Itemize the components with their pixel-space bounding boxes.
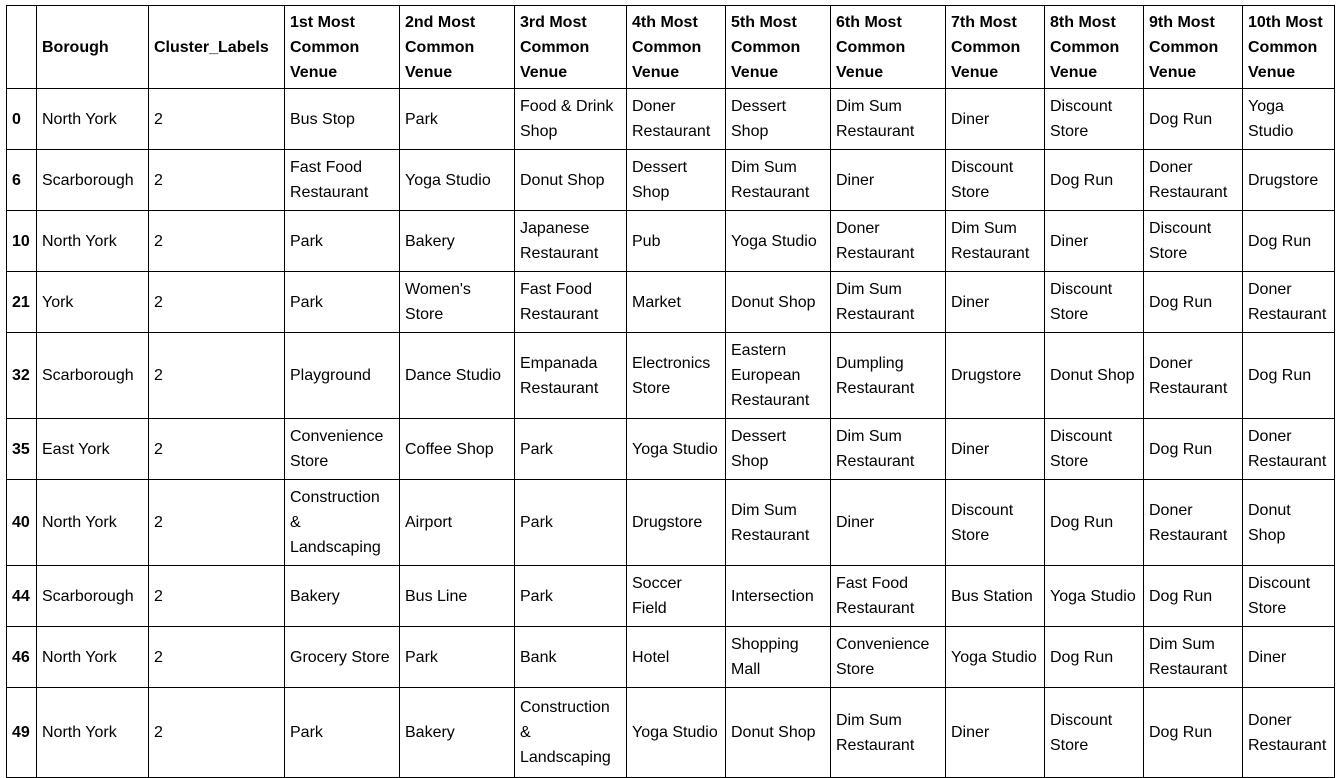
header-row: [7, 6, 1335, 89]
table-cell: Scarborough: [37, 333, 149, 419]
table-cell: Yoga Studio: [1045, 566, 1144, 627]
table-cell: Park: [285, 688, 400, 778]
table-cell: Scarborough: [37, 566, 149, 627]
table-cell: Eastern European Restaurant: [726, 333, 831, 419]
row-index: 21: [7, 272, 37, 333]
table-cell: Dog Run: [1243, 211, 1335, 272]
table-cell: Airport: [400, 480, 515, 566]
table-cell: North York: [37, 627, 149, 688]
table-cell: 2: [149, 211, 285, 272]
row-index: 32: [7, 333, 37, 419]
table-cell: Dim Sum Restaurant: [831, 272, 946, 333]
table-cell: Diner: [1045, 211, 1144, 272]
row-index: 6: [7, 150, 37, 211]
table-row: [7, 480, 1335, 566]
table-cell: 2: [149, 150, 285, 211]
table-cell: Diner: [831, 480, 946, 566]
table-row: [7, 627, 1335, 688]
row-index: 0: [7, 89, 37, 150]
row-index: 10: [7, 211, 37, 272]
table-cell: Fast Food Restaurant: [831, 566, 946, 627]
table-cell: Fast Food Restaurant: [515, 272, 627, 333]
table-cell: Discount Store: [1045, 688, 1144, 778]
table-cell: Diner: [946, 272, 1045, 333]
column-header-venue-4: 4th Most Common Venue: [627, 6, 726, 89]
table-cell: Yoga Studio: [726, 211, 831, 272]
table-cell: Dim Sum Restaurant: [1144, 627, 1243, 688]
table-cell: Hotel: [627, 627, 726, 688]
table-cell: North York: [37, 688, 149, 778]
table-cell: Dance Studio: [400, 333, 515, 419]
table-cell: Park: [400, 627, 515, 688]
column-header-venue-7: 7th Most Common Venue: [946, 6, 1045, 89]
table-cell: Dim Sum Restaurant: [831, 89, 946, 150]
column-header-venue-6: 6th Most Common Venue: [831, 6, 946, 89]
column-header-venue-8: 8th Most Common Venue: [1045, 6, 1144, 89]
table-cell: Discount Store: [946, 150, 1045, 211]
column-header-venue-3: 3rd Most Common Venue: [515, 6, 627, 89]
column-header-venue-2: 2nd Most Common Venue: [400, 6, 515, 89]
table-cell: Diner: [946, 89, 1045, 150]
table-cell: Dog Run: [1144, 89, 1243, 150]
table-cell: Japanese Restaurant: [515, 211, 627, 272]
table-cell: Dessert Shop: [726, 419, 831, 480]
table-cell: Park: [285, 211, 400, 272]
table-cell: Doner Restaurant: [1144, 480, 1243, 566]
table-cell: Empanada Restaurant: [515, 333, 627, 419]
table-cell: Dog Run: [1144, 272, 1243, 333]
table-cell: Dim Sum Restaurant: [946, 211, 1045, 272]
table-cell: Discount Store: [1045, 419, 1144, 480]
table-cell: Construction & Landscaping: [515, 688, 627, 778]
table-cell: Donut Shop: [726, 272, 831, 333]
table-cell: Dog Run: [1144, 688, 1243, 778]
table-cell: Dessert Shop: [627, 150, 726, 211]
table-row: [7, 419, 1335, 480]
table-cell: Bakery: [400, 211, 515, 272]
table-cell: Doner Restaurant: [627, 89, 726, 150]
table-cell: Scarborough: [37, 150, 149, 211]
table-cell: Discount Store: [1045, 89, 1144, 150]
table-cell: Bus Line: [400, 566, 515, 627]
table-cell: Bus Stop: [285, 89, 400, 150]
table-cell: Market: [627, 272, 726, 333]
table-cell: Shopping Mall: [726, 627, 831, 688]
table-row: [7, 211, 1335, 272]
table-cell: Doner Restaurant: [1243, 272, 1335, 333]
table-cell: York: [37, 272, 149, 333]
table-cell: Soccer Field: [627, 566, 726, 627]
table-cell: Park: [515, 480, 627, 566]
table-row: [7, 333, 1335, 419]
row-index: 44: [7, 566, 37, 627]
table-cell: Park: [285, 272, 400, 333]
table-cell: Dim Sum Restaurant: [831, 419, 946, 480]
table-row: [7, 272, 1335, 333]
table-cell: Donut Shop: [1045, 333, 1144, 419]
table-cell: Playground: [285, 333, 400, 419]
table-cell: Dumpling Restaurant: [831, 333, 946, 419]
table-cell: Discount Store: [1045, 272, 1144, 333]
table-cell: Diner: [946, 688, 1045, 778]
table-cell: Dim Sum Restaurant: [726, 480, 831, 566]
table-cell: Doner Restaurant: [1144, 150, 1243, 211]
table-cell: Dog Run: [1045, 480, 1144, 566]
column-header-venue-1: 1st Most Common Venue: [285, 6, 400, 89]
table-cell: Diner: [1243, 627, 1335, 688]
column-header-venue-5: 5th Most Common Venue: [726, 6, 831, 89]
table-cell: Dim Sum Restaurant: [726, 150, 831, 211]
table-cell: Doner Restaurant: [1144, 333, 1243, 419]
table-cell: North York: [37, 89, 149, 150]
table-cell: 2: [149, 333, 285, 419]
table-cell: Park: [515, 419, 627, 480]
table-cell: Drugstore: [627, 480, 726, 566]
table-cell: Donut Shop: [515, 150, 627, 211]
table-cell: Electronics Store: [627, 333, 726, 419]
column-header-venue-9: 9th Most Common Venue: [1144, 6, 1243, 89]
table-cell: Bakery: [400, 688, 515, 778]
table-cell: Grocery Store: [285, 627, 400, 688]
table-cell: Yoga Studio: [627, 419, 726, 480]
table-cell: Diner: [946, 419, 1045, 480]
table-cell: Food & Drink Shop: [515, 89, 627, 150]
table-cell: Dog Run: [1243, 333, 1335, 419]
table-cell: East York: [37, 419, 149, 480]
dataframe-output: [6, 5, 1335, 778]
table-cell: Bank: [515, 627, 627, 688]
table-cell: Convenience Store: [831, 627, 946, 688]
table-cell: Drugstore: [1243, 150, 1335, 211]
table-cell: Yoga Studio: [400, 150, 515, 211]
table-cell: Donut Shop: [726, 688, 831, 778]
table-cell: Discount Store: [1144, 211, 1243, 272]
table-cell: Dog Run: [1045, 150, 1144, 211]
table-cell: Doner Restaurant: [1243, 688, 1335, 778]
table-cell: Dog Run: [1144, 566, 1243, 627]
column-header-cluster-labels: Cluster_Labels: [149, 6, 285, 89]
table-row: [7, 150, 1335, 211]
column-header-index: [7, 6, 37, 89]
dataframe-table: [6, 5, 1335, 778]
column-header-borough: Borough: [37, 6, 149, 89]
table-cell: North York: [37, 480, 149, 566]
table-cell: 2: [149, 480, 285, 566]
table-cell: Convenience Store: [285, 419, 400, 480]
table-row: [7, 566, 1335, 627]
table-cell: Discount Store: [946, 480, 1045, 566]
table-cell: 2: [149, 566, 285, 627]
table-cell: 2: [149, 627, 285, 688]
table-cell: Drugstore: [946, 333, 1045, 419]
table-cell: Dessert Shop: [726, 89, 831, 150]
table-cell: Bus Station: [946, 566, 1045, 627]
table-cell: Park: [400, 89, 515, 150]
table-row: [7, 688, 1335, 778]
table-cell: Coffee Shop: [400, 419, 515, 480]
table-cell: Donut Shop: [1243, 480, 1335, 566]
table-cell: 2: [149, 272, 285, 333]
table-cell: Intersection: [726, 566, 831, 627]
row-index: 40: [7, 480, 37, 566]
table-row: [7, 89, 1335, 150]
table-cell: Doner Restaurant: [1243, 419, 1335, 480]
table-cell: Yoga Studio: [627, 688, 726, 778]
column-header-venue-10: 10th Most Common Venue: [1243, 6, 1335, 89]
table-cell: Discount Store: [1243, 566, 1335, 627]
table-cell: Dim Sum Restaurant: [831, 688, 946, 778]
row-index: 49: [7, 688, 37, 778]
table-cell: Dog Run: [1045, 627, 1144, 688]
table-cell: North York: [37, 211, 149, 272]
table-cell: Fast Food Restaurant: [285, 150, 400, 211]
table-cell: Bakery: [285, 566, 400, 627]
row-index: 46: [7, 627, 37, 688]
table-cell: Construction & Landscaping: [285, 480, 400, 566]
table-cell: Doner Restaurant: [831, 211, 946, 272]
table-cell: Diner: [831, 150, 946, 211]
table-cell: Yoga Studio: [946, 627, 1045, 688]
table-cell: Yoga Studio: [1243, 89, 1335, 150]
table-cell: Dog Run: [1144, 419, 1243, 480]
table-body: [7, 89, 1335, 778]
table-cell: Pub: [627, 211, 726, 272]
table-cell: 2: [149, 688, 285, 778]
table-cell: 2: [149, 89, 285, 150]
table-cell: Women's Store: [400, 272, 515, 333]
row-index: 35: [7, 419, 37, 480]
table-cell: Park: [515, 566, 627, 627]
table-cell: 2: [149, 419, 285, 480]
